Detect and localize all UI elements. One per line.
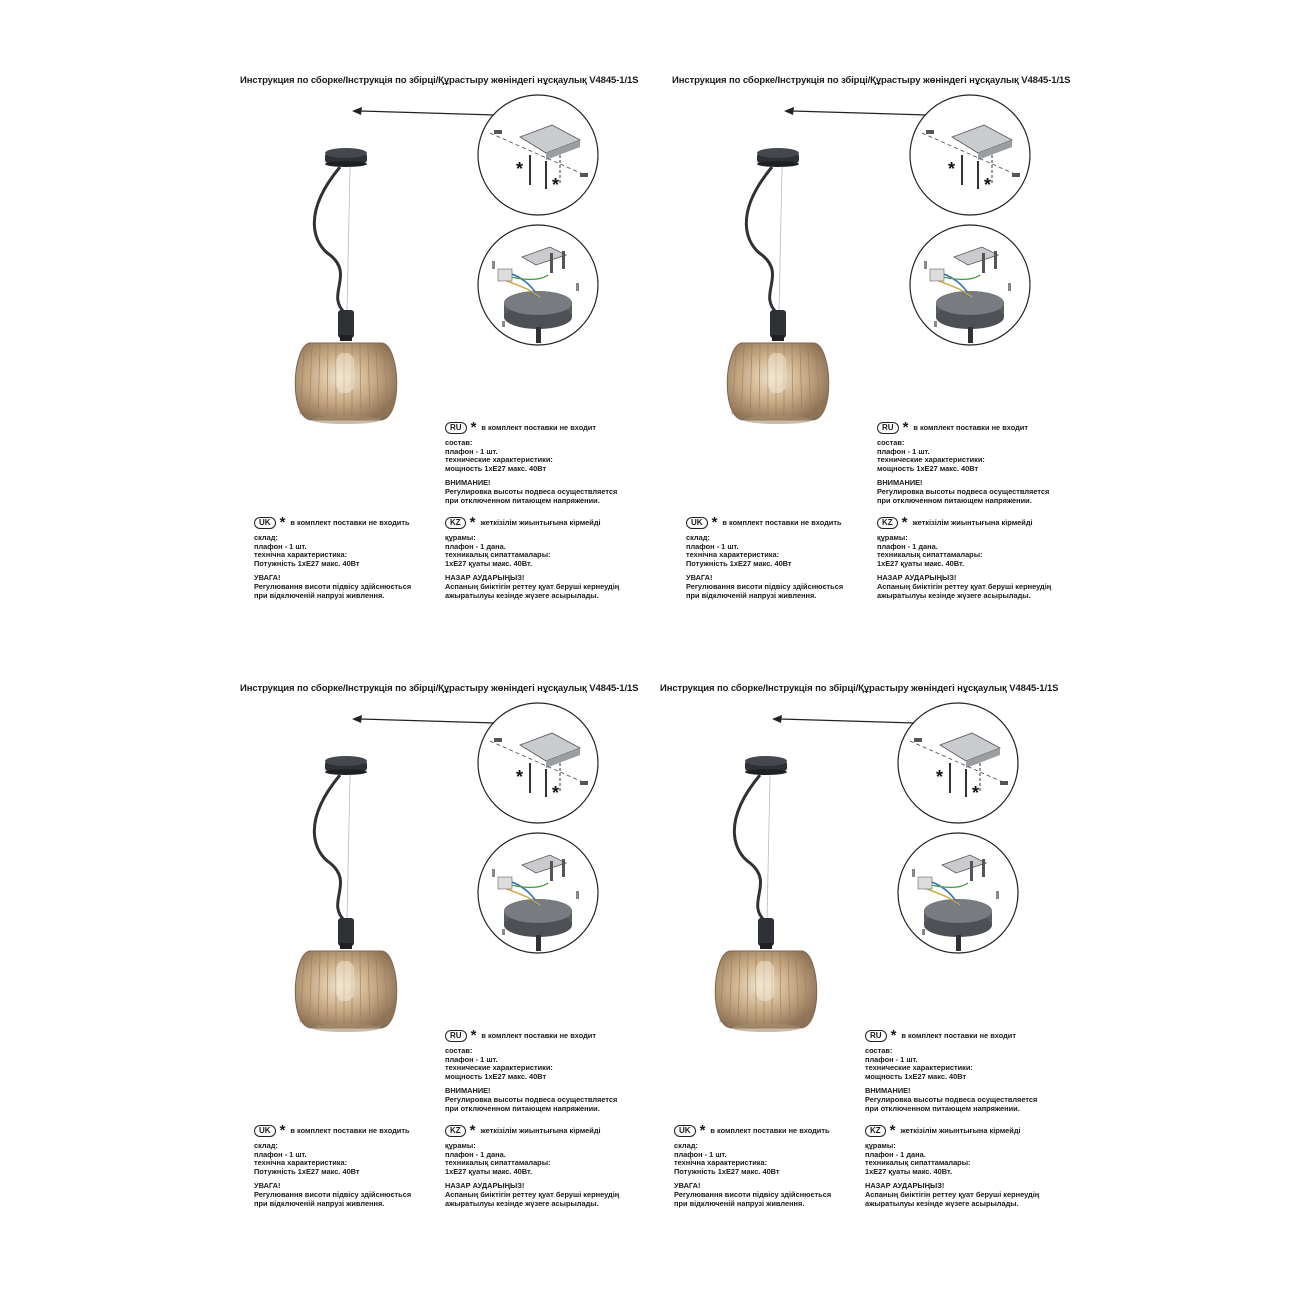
glass-shade (295, 343, 397, 424)
instruction-sheet-3 (240, 683, 670, 1243)
wiring-connection-detail (910, 225, 1030, 345)
instruction-sheet-4 (660, 683, 1090, 1243)
power-cable (314, 775, 345, 921)
ru-text-block: RU * в комплект поставки не входит состав: плафон - 1 шт. технические характеристики: мощность 1xE27 макс. 40Вт ВНИМАНИЕ! Регулировка высоты подвеса осуществляется при отключенном питающем напряжении. (865, 1027, 1038, 1113)
uk-text-block: UK * в комплект поставки не входить склад: плафон - 1 шт. технічна характеристика: Потужність 1xE27 макс. 40Вт УВАГА! Регулювання висоти підвісу здійснюється при відключеній напрузі живлення. (686, 514, 844, 600)
asterisk-mark: * (972, 783, 980, 803)
instruction-sheet-2 (672, 75, 1102, 635)
socket-holder (338, 310, 354, 338)
kz-badge: KZ (877, 517, 898, 529)
uk-badge: UK (254, 1125, 276, 1137)
ru-text-block: RU * в комплект поставки не входит состав: плафон - 1 шт. технические характеристики: мощность 1xE27 макс. 40Вт ВНИМАНИЕ! Регулировка высоты подвеса осуществляется при отключенном питающем напряжении. (445, 419, 618, 505)
socket-holder (758, 918, 774, 946)
asterisk-mark: * (552, 175, 560, 195)
kz-badge: KZ (865, 1125, 886, 1137)
uk-text-block: UK * в комплект поставки не входить склад: плафон - 1 шт. технічна характеристика: Потужність 1xE27 макс. 40Вт УВАГА! Регулювання висоти підвісу здійснюється при відключеній напрузі живлення. (674, 1122, 832, 1208)
uk-text-block: UK * в комплект поставки не входить склад: плафон - 1 шт. технічна характеристика: Потужність 1xE27 макс. 40Вт УВАГА! Регулювання висоти підвісу здійснюється при відключеній напрузі живлення. (254, 514, 412, 600)
uk-badge: UK (254, 517, 276, 529)
kz-text-block: KZ * жеткізілім жиынтығына кірмейді құрамы: плафон - 1 дана. техникалық сипаттамалары: 1xE27 қуаты макс. 40Вт. НАЗАР АУДАРЫҢЫЗ! Аспаның биіктігін реттеу қуат беруші кернеудің ажыратылуы кезінде жүзеге асырылады. (865, 1122, 1040, 1208)
glass-shade (295, 951, 397, 1032)
asterisk-mark: * (516, 767, 524, 787)
suspension-wire (347, 775, 350, 921)
mounting-bracket-detail (478, 703, 598, 823)
asterisk-mark: * (936, 767, 944, 787)
ceiling-canopy-icon (757, 148, 799, 167)
kz-badge: KZ (445, 1125, 466, 1137)
mounting-bracket-detail (478, 95, 598, 215)
uk-badge: UK (686, 517, 708, 529)
asterisk-mark: * (516, 159, 524, 179)
instruction-sheet-1 (240, 75, 670, 635)
asterisk-mark: * (984, 175, 992, 195)
sheet-title: Инструкция по сборке/Інструкція по збірці/Құрастыру жөніндегі нұсқаулық V4845-1/1S (672, 75, 1071, 86)
ceiling-canopy-icon (745, 756, 787, 775)
ru-text-block: RU * в комплект поставки не входит состав: плафон - 1 шт. технические характеристики: мощность 1xE27 макс. 40Вт ВНИМАНИЕ! Регулировка высоты подвеса осуществляется при отключенном питающем напряжении. (445, 1027, 618, 1113)
arrow-icon (772, 715, 915, 723)
suspension-wire (347, 167, 350, 313)
asterisk-mark: * (552, 783, 560, 803)
asterisk-mark: * (948, 159, 956, 179)
ceiling-canopy-icon (325, 148, 367, 167)
kz-text-block: KZ * жеткізілім жиынтығына кірмейді құрамы: плафон - 1 дана. техникалық сипаттамалары: 1xE27 қуаты макс. 40Вт. НАЗАР АУДАРЫҢЫЗ! Аспаның биіктігін реттеу қуат беруші кернеудің ажыратылуы кезінде жүзеге асырылады. (445, 514, 620, 600)
uk-badge: UK (674, 1125, 696, 1137)
ru-badge: RU (445, 1030, 467, 1042)
arrow-icon (352, 715, 495, 723)
kz-badge: KZ (445, 517, 466, 529)
arrow-icon (352, 107, 495, 115)
suspension-wire (767, 775, 770, 921)
power-cable (734, 775, 765, 921)
power-cable (746, 167, 777, 313)
mounting-bracket-detail (910, 95, 1030, 215)
ru-badge: RU (877, 422, 899, 434)
uk-text-block: UK * в комплект поставки не входить склад: плафон - 1 шт. технічна характеристика: Потужність 1xE27 макс. 40Вт УВАГА! Регулювання висоти підвісу здійснюється при відключеній напрузі живлення. (254, 1122, 412, 1208)
ru-badge: RU (865, 1030, 887, 1042)
sheet-title: Инструкция по сборке/Інструкція по збірці/Құрастыру жөніндегі нұсқаулық V4845-1/1S (240, 75, 639, 86)
wiring-connection-detail (478, 225, 598, 345)
kz-text-block: KZ * жеткізілім жиынтығына кірмейді құрамы: плафон - 1 дана. техникалық сипаттамалары: 1xE27 қуаты макс. 40Вт. НАЗАР АУДАРЫҢЫЗ! Аспаның биіктігін реттеу қуат беруші кернеудің ажыратылуы кезінде жүзеге асырылады. (877, 514, 1052, 600)
wiring-connection-detail (898, 833, 1018, 953)
mounting-bracket-detail (898, 703, 1018, 823)
wiring-connection-detail (478, 833, 598, 953)
socket-holder (770, 310, 786, 338)
sheet-title: Инструкция по сборке/Інструкція по збірці/Құрастыру жөніндегі нұсқаулық V4845-1/1S (660, 683, 1059, 694)
sheet-title: Инструкция по сборке/Інструкція по збірці/Құрастыру жөніндегі нұсқаулық V4845-1/1S (240, 683, 639, 694)
suspension-wire (779, 167, 782, 313)
ru-text-block: RU * в комплект поставки не входит состав: плафон - 1 шт. технические характеристики: мощность 1xE27 макс. 40Вт ВНИМАНИЕ! Регулировка высоты подвеса осуществляется при отключенном питающем напряжении. (877, 419, 1050, 505)
kz-text-block: KZ * жеткізілім жиынтығына кірмейді құрамы: плафон - 1 дана. техникалық сипаттамалары: 1xE27 қуаты макс. 40Вт. НАЗАР АУДАРЫҢЫЗ! Аспаның биіктігін реттеу қуат беруші кернеудің ажыратылуы кезінде жүзеге асырылады. (445, 1122, 620, 1208)
socket-holder (338, 918, 354, 946)
arrow-icon (784, 107, 927, 115)
ceiling-canopy-icon (325, 756, 367, 775)
power-cable (314, 167, 345, 313)
glass-shade (715, 951, 817, 1032)
glass-shade (727, 343, 829, 424)
ru-badge: RU (445, 422, 467, 434)
